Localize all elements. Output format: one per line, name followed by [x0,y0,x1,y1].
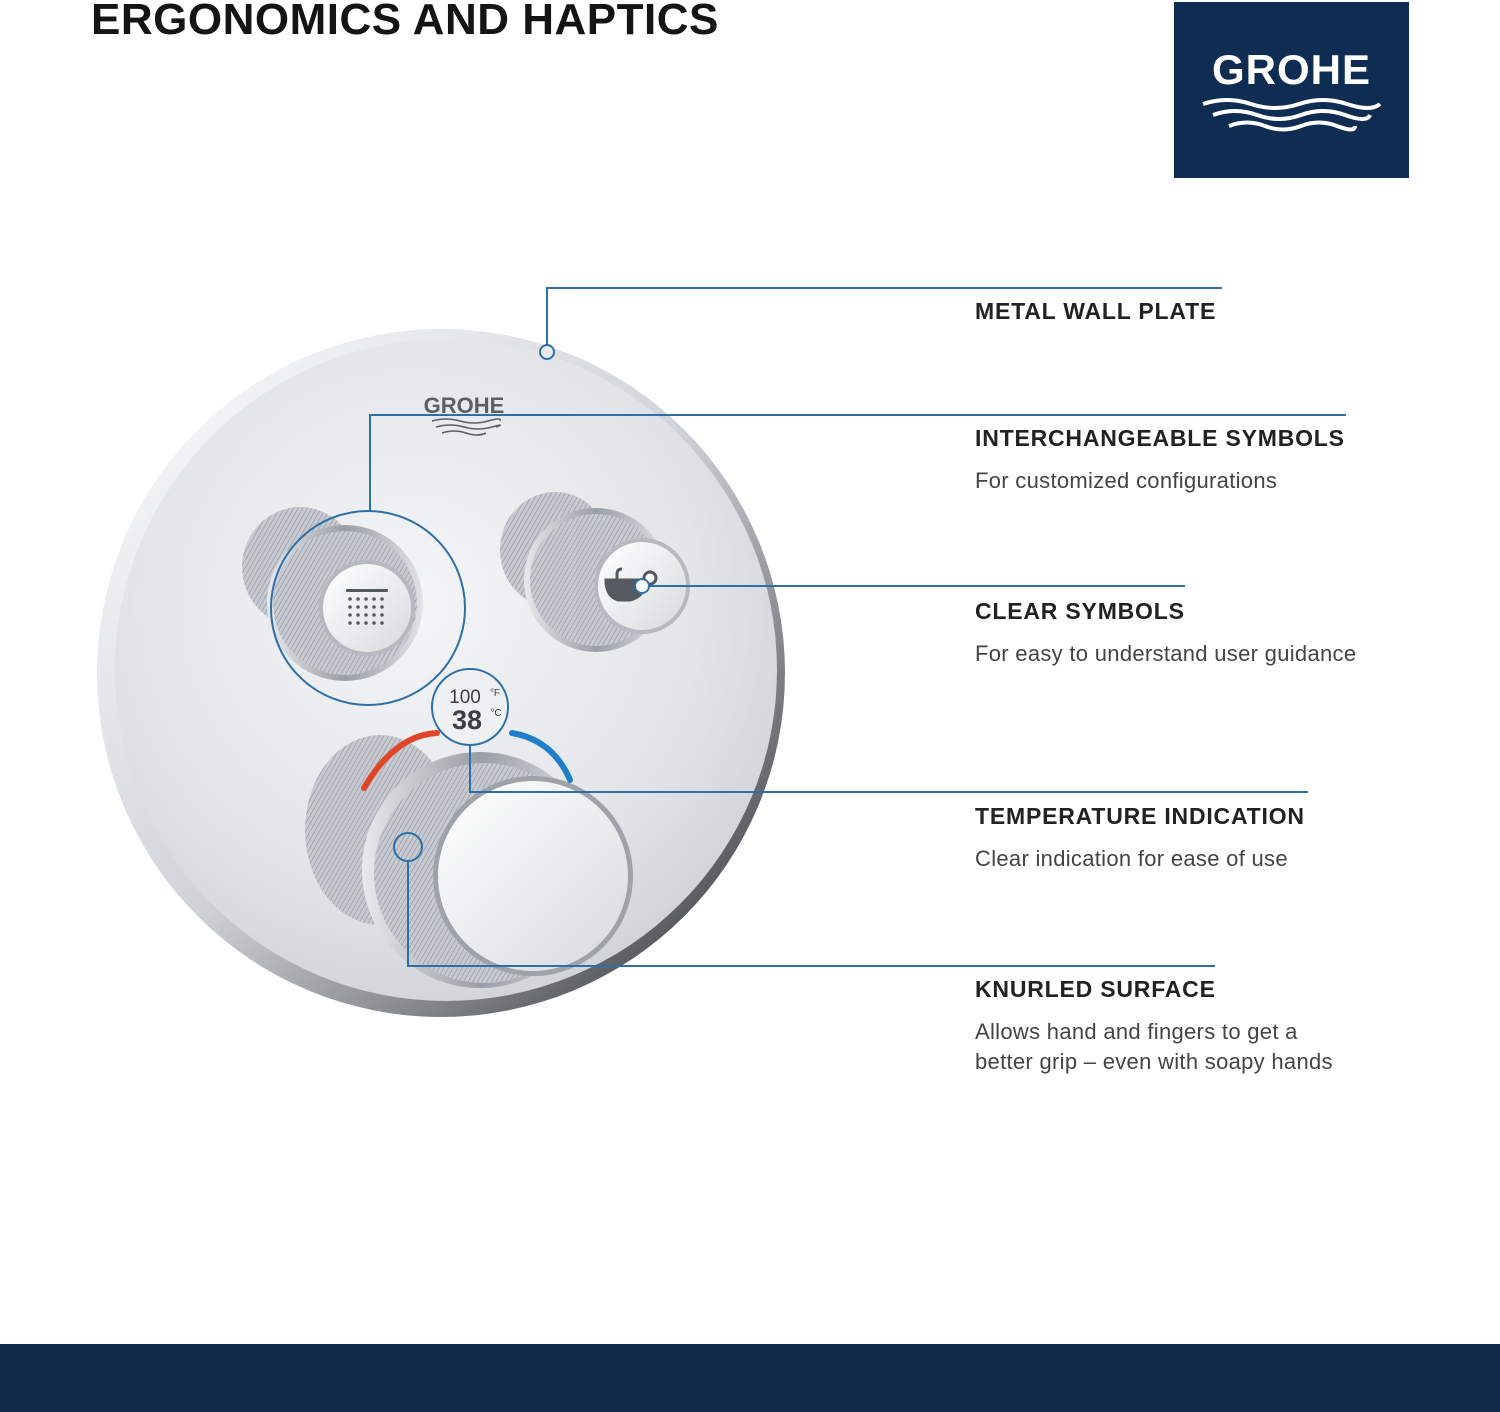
callout-description: For easy to understand user guidance [975,641,1357,666]
brand-wordmark: GROHE [1211,46,1371,93]
fahrenheit-value: 100 [449,687,481,708]
callout-knurled-surface [975,975,1333,1077]
callout-title: CLEAR SYMBOLS [975,598,1185,624]
fahrenheit-unit: °F [489,688,501,699]
thermostat-knob [438,781,628,971]
celsius-value: 38 [451,705,483,735]
callout-title: METAL WALL PLATE [975,298,1217,324]
callout-description: For customized configurations [975,468,1278,493]
callout-title: TEMPERATURE INDICATION [975,803,1305,829]
plate-grohe-logo: GROHE [423,393,505,418]
callout-description: Allows hand and fingers to get a [975,1019,1298,1044]
callout-description-line2: better grip – even with soapy hands [975,1049,1333,1074]
callout-clear-symbols [975,597,1356,669]
callout-temperature-indication [975,802,1305,874]
page-title: ERGONOMICS AND HAPTICS [91,0,719,44]
footer-bar [0,1344,1500,1412]
callout-title: INTERCHANGEABLE SYMBOLS [975,425,1345,451]
callout-description: Clear indication for ease of use [975,846,1288,871]
callout-title: KNURLED SURFACE [975,976,1216,1002]
celsius-unit: °C [490,708,502,719]
callout-metal-wall-plate [975,297,1216,325]
callout-interchangeable-symbols [975,424,1345,496]
